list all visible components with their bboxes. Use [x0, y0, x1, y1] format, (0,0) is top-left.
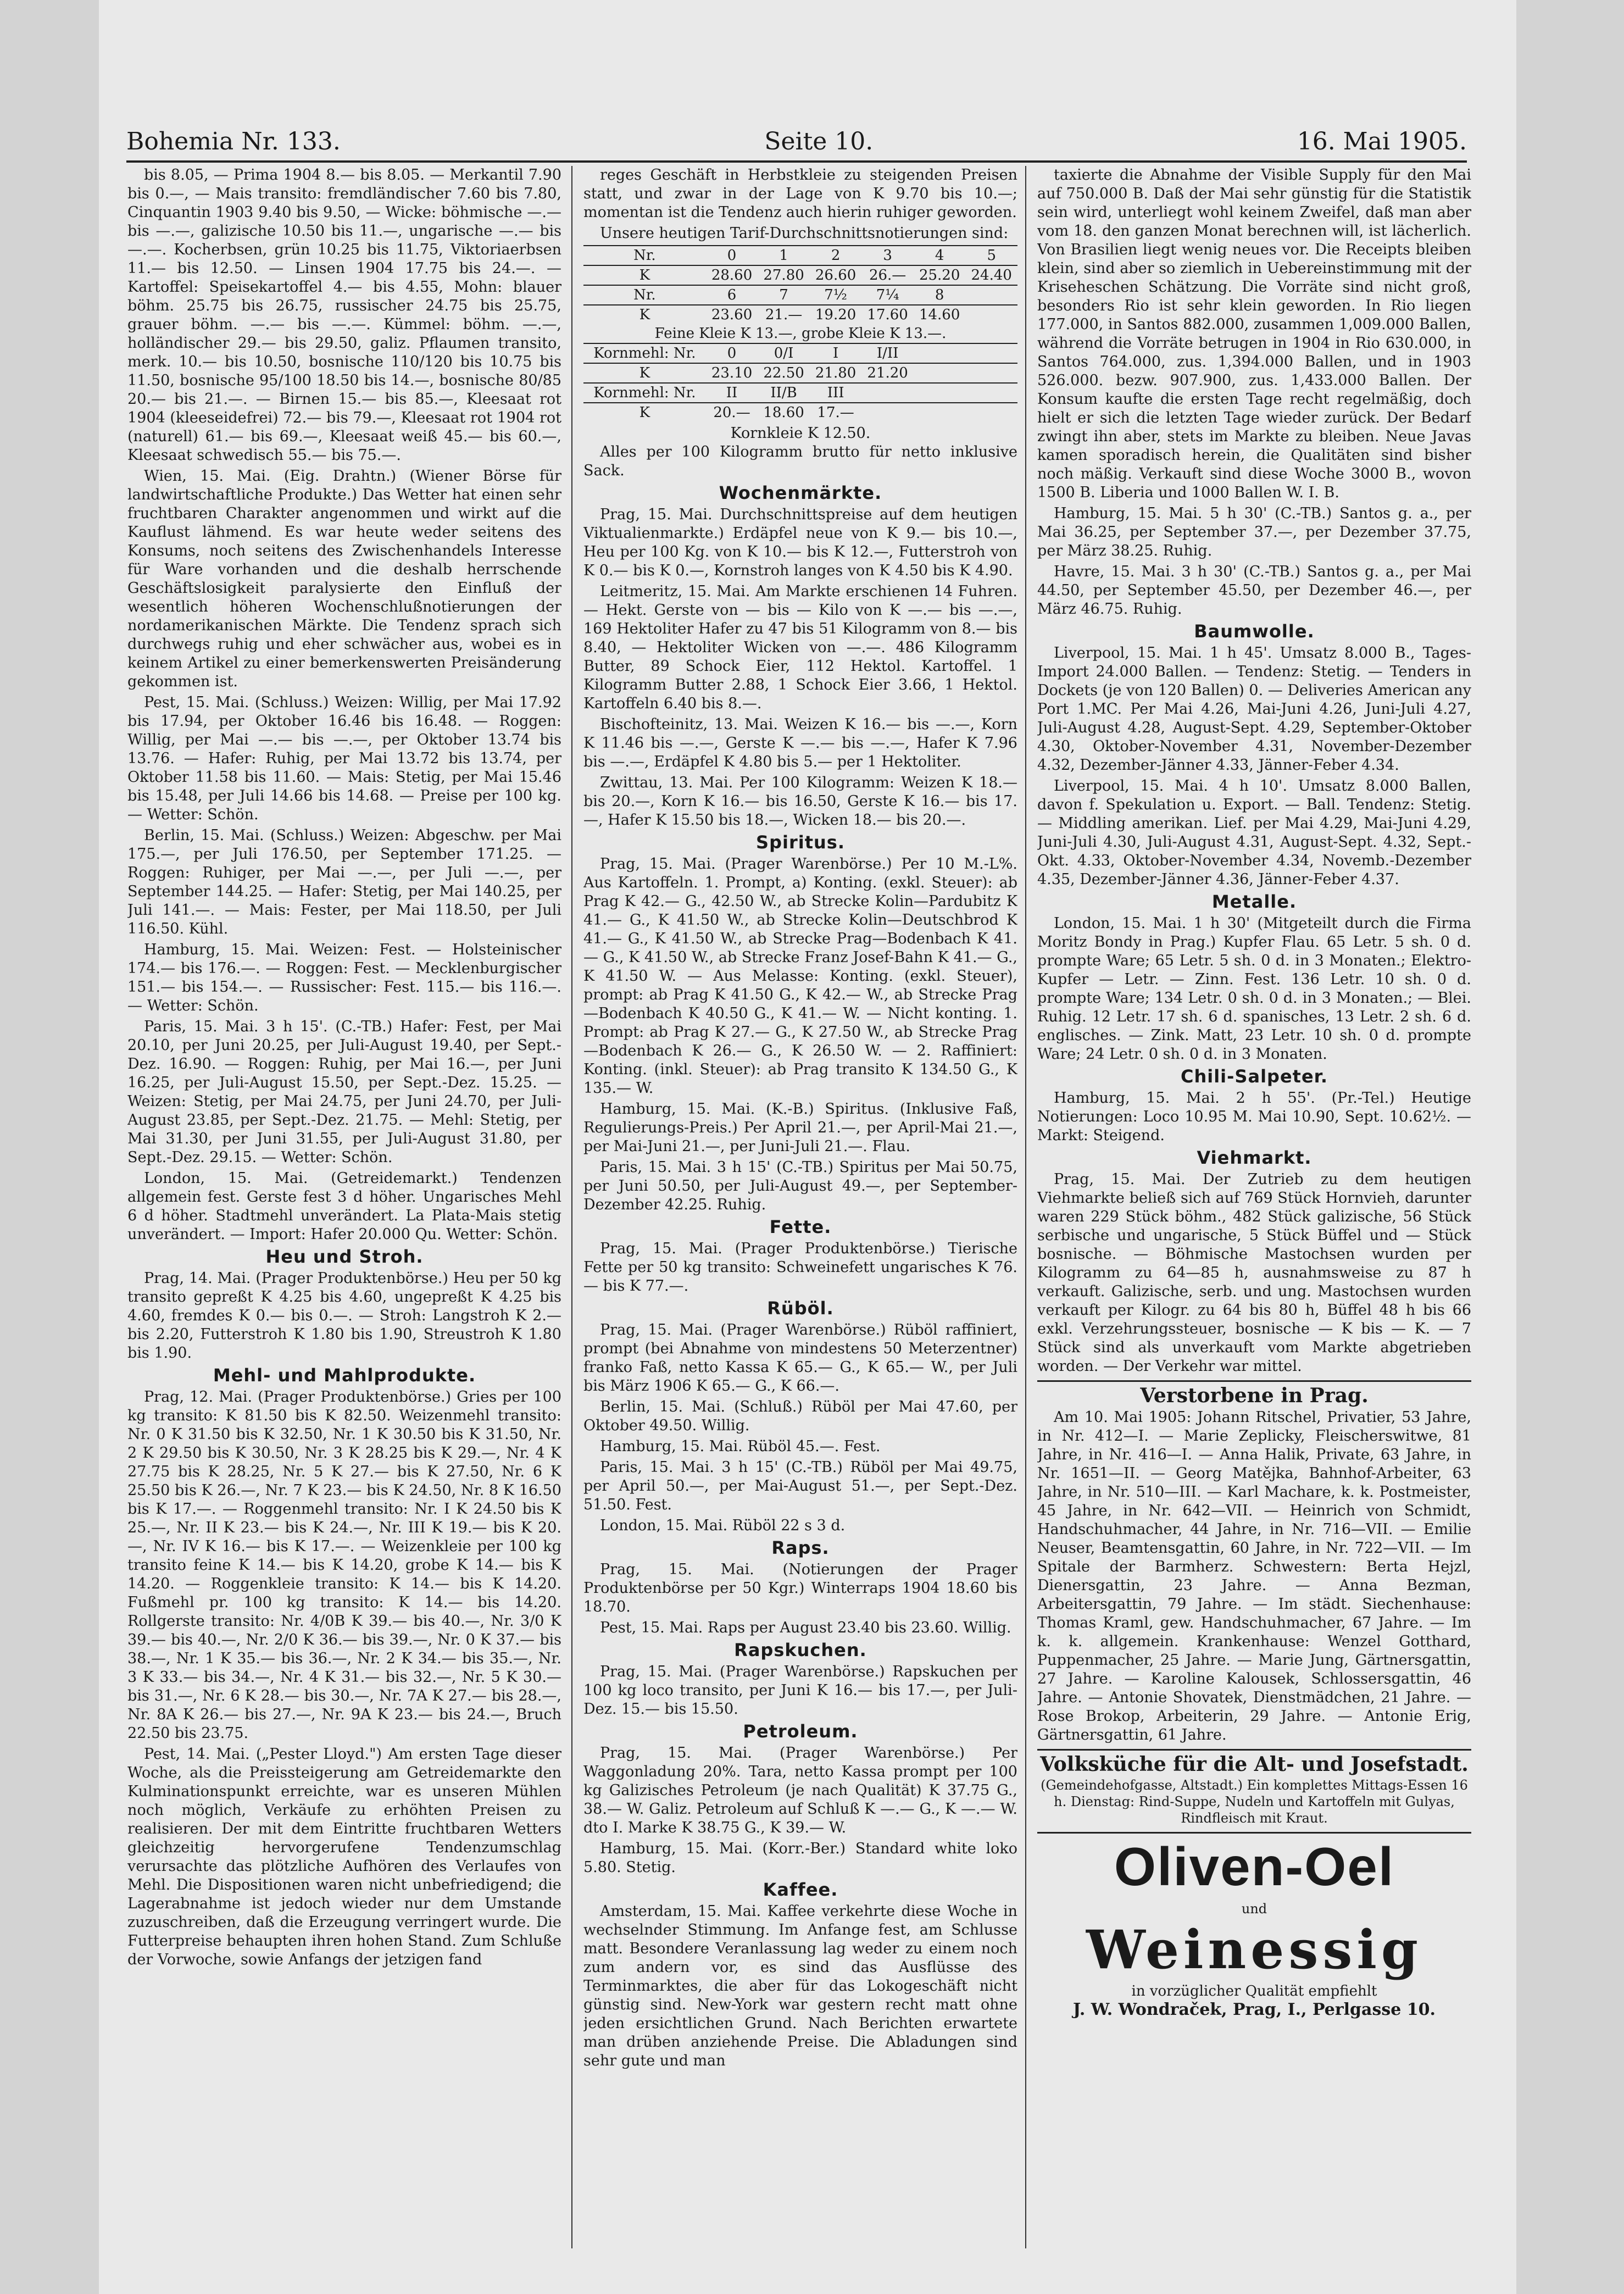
section-heading-hay: Heu und Stroh. [265, 1246, 424, 1267]
table-cell: K [639, 307, 650, 323]
ad-conjunction: und [1241, 1901, 1267, 1917]
market-report: Pest, 15. Mai. Raps per August 23.40 bis 23.60. Willig. [600, 1619, 1011, 1636]
market-report: Bischofteinitz, 13. Mai. Weizen K 16.— bis —.—, Korn K 11.46 bis —.—, Gerste K —.— bis —.—, Hafer K 7.96 bis —.—, Erdäpfel K 4.80 bis 5.— per 1 Hektoliter. [583, 716, 1017, 770]
table-cell: 5 [965, 246, 1017, 265]
section-heading-cotton: Baumwolle. [1194, 621, 1315, 642]
tariff-table [583, 245, 1017, 422]
table-row [583, 403, 1017, 422]
table-cell: 17.60 [867, 307, 908, 323]
page-header [126, 124, 1467, 158]
market-report: Liverpool, 15. Mai. 4 h 10'. Umsatz 8.000 Ballen, davon f. Spekulation u. Export. — Ball. Tendenz: Stetig. — Middling amerikan. Lief. per Mai 4.29, Mai-Juni 4.29, Juni-Juli 4.30, Juli-August 4.31, August-Sept. 4.32, Sept.-Okt. 4.33, Oktober-November 4.34, Novemb.-Dezember 4.35, Dezember-Jänner 4.36, Jänner-Feber 4.37. [1037, 777, 1471, 888]
market-report: Hamburg, 15. Mai. Rüböl 45.—. Fest. [600, 1438, 881, 1455]
market-report: Pest, 15. Mai. (Schluss.) Weizen: Willig, per Mai 17.92 bis 17.94, per Oktober 16.46 bis 16.48. — Roggen: Willig, per Mai —.— bis —.—, per Oktober 13.74 bis 13.76. — Hafer: Ruhig, per Mai 13.72 bis 13.74, per Oktober 11.58 bis 11.60. — Mais: Stetig, per Mai 15.46 bis 15.48, per Juli 14.66 bis 14.68. — Preise per 100 kg. — Wetter: Schön. [127, 694, 561, 823]
market-report: Prag, 15. Mai. (Prager Produktenbörse.) Tierische Fette per 50 kg transito: Schweinefett ungarisches K 76.— bis K 77.—. [583, 1240, 1017, 1295]
section-heading-rapeseed: Raps. [771, 1537, 830, 1558]
table-cell: 26.— [869, 267, 906, 284]
market-report: Paris, 15. Mai. 3 h 15' (C.-TB.) Rüböl per Mai 49.75, per April 50.—, per Mai-August 51.—, per Sept.-Dez. 51.50. Fest. [583, 1459, 1017, 1513]
header-center: Seite 10. [764, 127, 874, 155]
market-report: London, 15. Mai. 1 h 30' (Mitgeteilt durch die Firma Moritz Bondy in Prag.) Kupfer Flau. 65 Letr. 5 sh. 0 d. prompte Ware; 65 Letr. 5 sh. 0 d. in 3 Monaten.; Elektro-Kupfer — Letr. — Zinn. Fest. 136 Letr. 10 sh. 0 d. prompte Ware; 134 Letr. 0 sh. 0 d. in 3 Monaten.; — Blei. Ruhig. 12 Letr. 17 sh. 6 d. spanisches, 13 Letr. 2 sh. 6 d. englisches. — Zink. Matt, 23 Letr. 10 sh. 0 d. prompte Ware; 24 Letr. 0 sh. 0 d. in 3 Monaten. [1037, 915, 1471, 1063]
deaths-notice-title: Verstorbene in Prag. [1140, 1384, 1369, 1407]
column-2 [583, 166, 1017, 2248]
deaths-notice: Am 10. Mai 1905: Johann Ritschel, Privatier, 53 Jahre, in Nr. 412—I. — Marie Zeplicky, Fleischerswitwe, 81 Jahre, in Nr. 416—I. — Anna Halik, Private, 63 Jahre, in Nr. 1651—II. — Georg Matějka, Bahnhof-Arbeiter, 63 Jahre, in Nr. 510—III. — Karl Machare, k. k. Postmeister, 45 Jahre, in Nr. 642—VII. — Heinrich von Schmidt, Handschuhmacher, 44 Jahre, in Nr. 716—VII. — Emilie Neuser, Beamtensgattin, 60 Jahre, in Nr. 722—VII. — Im Spitale der Barmherz. Schwestern: Berta Hejzl, Dienersgattin, 23 Jahre. — Anna Bezman, Arbeitersgattin, 79 Jahre. — Im städt. Siechenhause: Thomas Kraml, gew. Handschuhmacher, 67 Jahre. — Im k. k. allgemein. Krankenhause: Wenzel Gotthard, Puppenmacher, 25 Jahre. — Marie Jung, Gärtnersgattin, 27 Jahre. — Karoline Kalousek, Schlossersgattin, 46 Jahre. — Antonie Shovatek, Dienstmädchen, 21 Jahre. — Rose Brokop, Arbeiterin, 29 Jahre. — Antonie Erig, Gärtnersgattin, 61 Jahre. [1037, 1409, 1471, 1743]
table-row [583, 246, 1017, 265]
table-cell: 4 [914, 246, 966, 265]
table-cell: 23.10 [711, 365, 753, 381]
table-cell: I/II [861, 343, 914, 363]
divider [1037, 1749, 1471, 1751]
market-report: Hamburg, 15. Mai. 2 h 55'. (Pr.-Tel.) Heutige Notierungen: Loco 10.95 M. Mai 10.90, Sept. 10.62½. — Markt: Steigend. [1037, 1090, 1471, 1144]
soup-kitchen-menu: (Gemeindehofgasse, Altstadt.) Ein komplettes Mittags-Essen 16 h. Dienstag: Rind-Suppe, Nudeln und Kartoffeln mit Gulyas, Rindfleisch mit Kraut. [1041, 1778, 1468, 1826]
table-cell: 22.50 [763, 365, 804, 381]
table-cell: 7½ [810, 285, 862, 305]
table-cell: Kornmehl: Nr. [583, 383, 706, 403]
header-right: 16. Mai 1905. [1297, 127, 1467, 155]
column-divider-1 [571, 166, 572, 2248]
market-report: Leitmeritz, 15. Mai. Am Markte erschienen 14 Fuhren. — Hekt. Gerste von — bis — Kilo von K —.— bis —.—, 169 Hektoliter Hafer zu 47 bis 51 Kilogramm von 8.— bis 8.40, — Hektoliter Wicken von —.—. 486 Kilogramm Butter, 89 Schock Eier, 112 Hektol. Kartoffel. 1 Kilogramm Butter 2.88, 1 Schock Eier 3.66, 1 Hektol. Kartoffeln 6.40 bis 8.—. [583, 583, 1017, 712]
tariff-title: Unsere heutigen Tarif-Durchschnittsnotierungen sind: [600, 225, 1009, 242]
table-cell: Kornmehl: Nr. [583, 343, 706, 363]
market-report: Pest, 14. Mai. („Pester Lloyd.") Am ersten Tage dieser Woche, als die Preissteigerung am Getreidemarkte den Kulminationspunkt erreichte, war es unseren Mühlen noch möglich, Verkäufe zu erhöhten Preisen zu realisieren. Der mit dem Eintritte fruchtbaren Wetters gleichzeitig hervorgerufene Tendenzumschlag verursachte das plötzliche Aufhören des Verlaufes von Mehl. Die Dispositionen waren nicht unbefriedigend; die Lagerabnahme ist jedoch wieder nur dem Umstande zuzuschreiben, daß die Erzeugung verringert wurde. Die Futterpreise behaupten ihren hohen Stand. Zum Schluße der Vorwoche, sowie Anfangs der jetzigen fand [127, 1746, 561, 1968]
table-cell: II/B [758, 383, 810, 403]
table-cell [861, 383, 1017, 403]
ad-headline-olive-oil: Oliven-Oel [1114, 1836, 1395, 1897]
market-report: Zwittau, 13. Mai. Per 100 Kilogramm: Weizen K 18.— bis 20.—, Korn K 16.— bis 16.50, Gerste K 16.— bis 17.—, Hafer K 15.50 bis 18.—, Wicken 18.— bis 20.—. [583, 774, 1017, 829]
table-row [583, 265, 1017, 285]
table-cell: 19.20 [815, 307, 857, 323]
table-cell: 17.— [817, 404, 854, 421]
table-cell: 8 [914, 285, 966, 305]
table-cell: 6 [706, 285, 758, 305]
table-cell: Feine Kleie K 13.—, grobe Kleie K 13.—. [654, 325, 947, 342]
market-report: Amsterdam, 15. Mai. Kaffee verkehrte diese Woche in wechselnder Stimmung. Im Anfange fest, am Schlusse matt. Besondere Veranlassung lag weder zu einem noch zum andern vor, es sind das Ausflüsse des Terminmarktes, die aber für das Lokogeschäft nicht günstig sind. New-York war gestern recht matt ohne jeden ersichtlichen Grund. Nach Berichten erwartete man drüben anziehende Preise. Die Abladungen sind sehr gute und man [583, 1903, 1017, 2069]
market-report: Wien, 15. Mai. (Eig. Drahtn.) (Wiener Börse für landwirtschaftliche Produkte.) Das Wetter hat einen sehr fruchtbaren Charakter angenommen und wirkt auf die Kauflust lähmend. Es war heute weder seitens des Konsums, noch seitens des Zwischenhandels Interesse für Ware vorhanden und die deshalb herrschende Geschäftslosigkeit paralysierte den Einfluß der wesentlich höheren Wochenschlußnotierungen der nordamerikanischen Märkte. Die Tendenz sprach sich durchwegs ruhig und eher schwächer aus, wobei es in keinem Artikel zu einer bemerkenswerten Preisänderung gekommen ist. [127, 468, 561, 690]
section-heading-flour: Mehl- und Mahlprodukte. [213, 1365, 476, 1386]
table-cell: 28.60 [711, 267, 753, 284]
table-cell: 1 [758, 246, 810, 265]
table-cell: 20.— [713, 404, 750, 421]
section-heading-coffee: Kaffee. [763, 1879, 838, 1900]
table-cell: 2 [810, 246, 862, 265]
header-left: Bohemia Nr. 133. [126, 127, 341, 155]
section-heading-rapeseed-oil: Rüböl. [767, 1298, 834, 1319]
table-cell: 0/I [758, 343, 810, 363]
market-report: Prag, 15. Mai. (Notierungen der Prager Produktenbörse per 50 Kgr.) Winterraps 1904 18.60 bis 18.70. [583, 1561, 1017, 1615]
column-divider-2 [1025, 166, 1026, 2248]
ad-headline-vinegar: Weinessig [1086, 1919, 1423, 1981]
column-1 [127, 166, 561, 2248]
table-cell: 7 [758, 285, 810, 305]
table-row [583, 383, 1017, 403]
table-cell [914, 363, 1017, 383]
table-cell: 25.20 [919, 267, 960, 284]
table-cell: III [810, 383, 862, 403]
soup-kitchen-title: Volksküche für die Alt- und Josefstadt. [1040, 1753, 1469, 1776]
table-cell [965, 305, 1017, 324]
market-report: reges Geschäft in Herbstkleie zu steigenden Preisen statt, und zwar in der Lage von K 9.70 bis 10.—; momentan ist die Tendenz auch hierin ruhiger geworden. [583, 166, 1017, 221]
market-report: Alles per 100 Kilogramm brutto für netto inklusive Sack. [583, 443, 1017, 479]
market-report: Prag, 15. Mai. Der Zutrieb zu dem heutigen Viehmarkte beließ sich auf 769 Stück Hornvieh, darunter waren 229 Stück böhm., 482 Stück galizische, 56 Stück serbische und ungarische, 5 Stück Büffel und — Stück bosnische. — Böhmische Mastochsen wurden per Kilogramm zu 64—85 h, ausnahmsweise zu 87 h verkauft. Galizische, serb. und ung. Mastochsen wurden verkauft per Kilogr. zu 64 bis 80 h, Büffel 48 h bis 66 exkl. Verzehrungssteuer, bosnische — K bis — K. — 7 Stück sind als unverkauft vom Markte abgetrieben worden. — Der Verkehr war mittel. [1037, 1171, 1471, 1375]
market-report: London, 15. Mai. (Getreidemarkt.) Tendenzen allgemein fest. Gerste fest 3 d höher. Ungarisches Mehl 6 d höher. Stadtmehl unverändert. La Plata-Mais stetig unverändert. — Import: Hafer 20.000 Qu. Wetter: Schön. [127, 1170, 561, 1243]
table-cell: 14.60 [919, 307, 960, 323]
table-cell: 24.40 [971, 267, 1012, 284]
market-report: Berlin, 15. Mai. (Schluß.) Rüböl per Mai 47.60, per Oktober 49.50. Willig. [583, 1398, 1017, 1434]
market-report: Hamburg, 15. Mai. 5 h 30' (C.-TB.) Santos g. a., per Mai 36.25, per September 37.—, per Dezember 37.75, per März 38.25. Ruhig. [1037, 505, 1471, 559]
table-row [583, 324, 1017, 343]
table-row [583, 343, 1017, 363]
table-cell: 0 [706, 246, 758, 265]
table-cell: Nr. [583, 285, 706, 305]
table-cell: 18.60 [763, 404, 804, 421]
table-cell: 21.— [765, 307, 803, 323]
column-3 [1037, 166, 1471, 2248]
table-cell: I [810, 343, 862, 363]
market-report: Prag, 15. Mai. (Prager Warenbörse.) Per 10 M.-L%. Aus Kartoffeln. 1. Prompt, a) Konting. (exkl. Steuer): ab Prag K 42.— G., 42.50 W., ab Strecke Kolin—Pardubitz K 41.— G., K 41.50 W., ab Strecke Kolin—Deutschbrod K 41.— G., K 41.50 W., ab Strecke Prag—Bodenbach K 41.— G., K 41.50 W., ab Strecke Franz Josef-Bahn K 41.— G., K 41.50 W. — Aus Melasse: Konting. (exkl. Steuer), prompt: ab Prag K 41.50 G., K 42.— W., ab Strecke Prag—Bodenbach K 40.50 G., K 41.— W. — Nicht konting. 1. Prompt: ab Prag K 27.— G., K 27.50 W., ab Strecke Prag—Bodenbach K 26.— G., K 26.50 W. — 2. Raffiniert: Konting. (inkl. Steuer): ab Prag transito K 134.50 G., K 135.— W. [583, 856, 1017, 1097]
table-row [583, 363, 1017, 383]
market-report: Prag, 15. Mai. (Prager Warenbörse.) Rapskuchen per 100 kg loco transito, per Juni K 16.— bis 17.—, per Juli-Dez. 15.— bis 15.50. [583, 1663, 1017, 1718]
market-report: Hamburg, 15. Mai. (K.-B.) Spiritus. (Inklusive Faß, Regulierungs-Preis.) Per April 21.—, per April-Mai 21.—, per Mai-Juni 21.—, per Juni-Juli 21.—. Flau. [583, 1101, 1017, 1155]
ad-quality-line: in vorzüglicher Qualität empfiehlt [1131, 1983, 1377, 1999]
market-report: Havre, 15. Mai. 3 h 30' (C.-TB.) Santos g. a., per Mai 44.50, per September 45.50, per Dezember 46.—, per März 46.75. Ruhig. [1037, 563, 1471, 618]
market-report: Liverpool, 15. Mai. 1 h 45'. Umsatz 8.000 B., Tages-Import 24.000 Ballen. — Tendenz: Stetig. — Tenders in Dockets (je von 120 Ballen) 0. — Deliveries American any Port 1.MC. Per Mai 4.26, Mai-Juni 4.26, Juni-Juli 4.27, Juli-August 4.28, August-Sept. 4.29, September-Oktober 4.30, Oktober-November 4.31, November-Dezember 4.32, Dezember-Jänner 4.33, Jänner-Feber 4.34. [1037, 645, 1471, 774]
market-report: Berlin, 15. Mai. (Schluss.) Weizen: Abgeschw. per Mai 175.—, per Juli 176.50, per September 171.25. — Roggen: Ruhiger, per Mai —.—, per Juli —.—, per September 144.25. — Hafer: Stetig, per Mai 140.25, per Juli 141.—. — Mais: Fester, per Mai 118.50, per Juli 116.50. Kühl. [127, 827, 561, 937]
section-heading-metals: Metalle. [1211, 891, 1297, 912]
table-row [583, 285, 1017, 305]
section-heading-livestock: Viehmarkt. [1197, 1147, 1312, 1168]
table-cell: 27.80 [763, 267, 804, 284]
market-report: taxierte die Abnahme der Visible Supply für den Mai auf 750.000 B. Daß der Mai sehr günstig für die Statistik sein wird, unterliegt wohl keinem Zweifel, daß man aber vom 18. den ganzen Monat berechnen will, ist lächerlich. Von Brasilien liegt wenig neues vor. Die Receipts bleiben klein, sind aber so ziemlich in Uebereinstimmung mit der Kriseheschen Schätzung. Die Vorräte sind nicht groß, besonders Rio ist sehr klein geworden. In Rio liegen 177.000, in Santos 882.000, zusammen 1,009.000 Ballen, während die Vorräte betrugen in 1904 in Rio 630.000, in Santos 764.000, zus. 1,394.000 Ballen, und in 1903 526.000. bezw. 907.900, zus. 1,433.000 Ballen. Der Konsum kaufte die ersten Tage recht regelmäßig, doch hielt er sich die letzten Tage wieder zurück. Der Bedarf zwingt ihn aber, stets im Markte zu bleiben. Neue Javas kamen sporadisch herein, die Qualitäten sind bisher noch mäßig. Verkauft sind diese Woche 3000 B., wovon 1500 B. Liberia und 1000 Ballen W. I. B. [1037, 166, 1471, 501]
table-row [583, 305, 1017, 324]
table-cell: 7¼ [861, 285, 914, 305]
market-report: Prag, 12. Mai. (Prager Produktenbörse.) Gries per 100 kg transito: K 81.50 bis K 82.50. Weizenmehl transito: Nr. 0 K 31.50 bis K 32.50, Nr. 1 K 30.50 bis K 31.50, Nr. 2 K 29.50 bis K 30.50, Nr. 3 K 28.25 bis K 29.—, Nr. 4 K 27.75 bis K 28.25, Nr. 5 K 27.— bis K 27.50, Nr. 6 K 25.50 bis K 26.—, Nr. 7 K 23.— bis K 24.50, Nr. 8 K 16.50 bis K 17.—. — Roggenmehl transito: Nr. I K 24.50 bis K 25.—, Nr. II K 23.— bis K 24.—, Nr. III K 19.— bis K 20.—, Nr. IV K 16.— bis K 17.—. — Weizenkleie per 100 kg transito feine K 14.— bis K 14.20, grobe K 14.— bis K 14.20. — Roggenkleie transito: K 14.— bis K 14.20. Fußmehl pr. 100 kg transito: K 14.— bis 14.20. Rollgerste transito: Nr. 4/0B K 39.— bis 40.—, Nr. 3/0 K 39.— bis 40.—, Nr. 2/0 K 36.— bis 39.—, Nr. 0 K 37.— bis 38.—, Nr. 1 K 35.— bis 36.—, Nr. 2 K 34.— bis 35.—, Nr. 3 K 33.— bis 34.—, Nr. 4 K 31.— bis 32.—, Nr. 5 K 30.— bis 31.—, Nr. 6 K 28.— bis 30.—, Nr. 7A K 27.— bis 28.—, Nr. 8A K 26.— bis 27.—, Nr. 9A K 23.— bis 24.—, Bruch 22.50 bis 23.75. [127, 1388, 561, 1742]
market-report: Paris, 15. Mai. 3 h 15' (C.-TB.) Spiritus per Mai 50.75, per Juni 50.50, per Juli-August 49.—, per September-Dezember 42.25. Ruhig. [583, 1159, 1017, 1213]
section-heading-spirits: Spiritus. [756, 832, 845, 853]
market-report: bis 8.05, — Prima 1904 8.— bis 8.05. — Merkantil 7.90 bis 0.—, — Mais transito: fremdländischer 7.60 bis 7.80, Cinquantin 1903 9.40 bis 9.50, — Wicke: böhmische —.— bis —.—, galizische 10.50 bis 11.—, ungarische —.— bis —.—. Kocherbsen, grün 10.25 bis 11.75, Viktoriaerbsen 11.— bis 12.50. — Linsen 1904 17.75 bis 24.—. — Kartoffel: Speisekartoffel 4.— bis 4.55, Mohn: blauer böhm. 25.75 bis 26.75, russischer 24.75 bis 25.75, grauer böhm. —.— bis —.—. Kümmel: böhm. —.—, holländischer 29.— bis 29.50, galiz. Pflaumen transito, merk. 10.— bis 10.50, bosnische 110/120 bis 10.75 bis 11.50, bosnische 95/100 18.50 bis 14.—, bosnische 80/85 20.— bis 21.—. — Birnen 15.— bis 85.—, Kleesaat rot 1904 (kleeseidefrei) 72.— bis 79.—, Kleesaat rot 1904 rot (naturell) 61.— bis 69.—, Kleesaat weiß 45.— bis 60.—, Kleesaat schwedisch 55.— bis 75.—. [127, 166, 561, 464]
divider [1037, 1380, 1471, 1382]
table-cell: II [706, 383, 758, 403]
section-heading-fats: Fette. [769, 1217, 832, 1237]
table-cell: 3 [861, 246, 914, 265]
market-report: London, 15. Mai. Rüböl 22 s 3 d. [600, 1517, 846, 1534]
table-cell [965, 285, 1017, 305]
table-cell: 21.80 [815, 365, 857, 381]
section-heading-rapeseed-cake: Rapskuchen. [734, 1640, 867, 1660]
market-report: Hamburg, 15. Mai. Weizen: Fest. — Holsteinischer 174.— bis 176.—. — Roggen: Fest. — Mecklenburgischer 151.— bis 154.—. — Russischer: Fest. 115.— bis 116.—. — Wetter: Schön. [127, 941, 561, 1014]
table-cell: Nr. [583, 246, 706, 265]
table-cell: 21.20 [867, 365, 908, 381]
section-heading-saltpeter: Chili-Salpeter. [1180, 1066, 1328, 1087]
table-cell: K [639, 267, 650, 284]
market-report: Prag, 15. Mai. Durchschnittspreise auf dem heutigen Viktualienmarkte.) Erdäpfel neue von K 9.— bis 10.—, Heu per 100 Kg. von K 10.— bis K 12.—, Futterstroh von K 0.— bis K 0.—, Kornstroh langes von K 4.50 bis K 4.90. [583, 506, 1017, 579]
tariff-note: Kornkleie K 12.50. [730, 425, 871, 442]
table-cell: K [639, 365, 650, 381]
table-cell: 23.60 [711, 307, 753, 323]
ad-firm-name: J. W. Wondraček, Prag, I., Perlgasse 10. [1073, 2000, 1436, 2019]
table-cell [861, 403, 1017, 422]
table-cell: 0 [706, 343, 758, 363]
market-report: Hamburg, 15. Mai. (Korr.-Ber.) Standard white loko 5.80. Stetig. [583, 1840, 1017, 1876]
market-report: Prag, 14. Mai. (Prager Produktenbörse.) Heu per 50 kg transito gepreßt K 4.25 bis 4.60, ungepreßt K 4.25 bis 4.60, fremdes K 0.— bis 0.—. — Stroh: Langstroh K 2.— bis 2.20, Futterstroh K 1.80 bis 1.90, Streustroh K 1.80 bis 1.90. [127, 1270, 561, 1362]
section-heading-weekly-markets: Wochenmärkte. [719, 482, 882, 503]
market-report: Prag, 15. Mai. (Prager Warenbörse.) Per Waggonladung 20%. Tara, netto Kassa prompt per 100 kg Galizisches Petroleum (je nach Qualität) K 37.75 G., 38.— W. Galiz. Petroleum auf Schluß K —.— G., K —.— W. dto I. Marke K 38.75 G., K 39.— W. [583, 1745, 1017, 1836]
header-rule [126, 160, 1467, 163]
market-report: Paris, 15. Mai. 3 h 15'. (C.-TB.) Hafer: Fest, per Mai 20.10, per Juni 20.25, per Juli-August 19.40, per Sept.-Dez. 16.90. — Roggen: Ruhig, per Mai 16.—, per Juni 16.25, per Juli-August 15.50, per Sept.-Dez. 15.25. — Weizen: Stetig, per Mai 24.75, per Juni 24.70, per Juli-August 23.85, per Sept.-Dez. 21.75. — Mehl: Stetig, per Mai 31.30, per Juni 31.55, per Juli-August 31.80, per Sept.-Dez. 29.15. — Wetter: Schön. [127, 1018, 561, 1166]
market-report: Prag, 15. Mai. (Prager Warenbörse.) Rüböl raffiniert, prompt (bei Abnahme von mindestens 50 Meterzentner) franko Faß, netto Kassa K 65.— G., K 65.— W., per Juli bis März 1906 K 65.— G., K 66.—. [583, 1321, 1017, 1395]
advertisement [1037, 1832, 1471, 2019]
table-cell: K [639, 404, 650, 421]
section-heading-petroleum: Petroleum. [743, 1721, 858, 1742]
table-cell: 26.60 [815, 267, 857, 284]
table-cell [914, 343, 1017, 363]
